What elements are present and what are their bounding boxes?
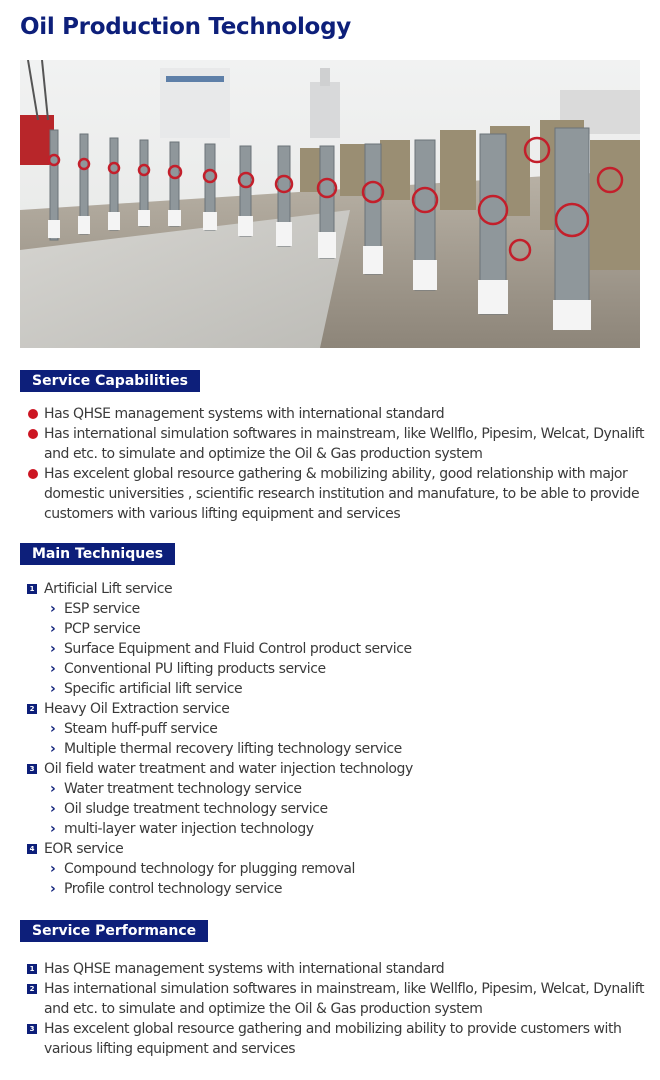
- capabilities-list: [24, 404, 646, 524]
- list-item: 1 Has QHSE management systems with international standard: [24, 959, 646, 979]
- list-item: 3 Has excelent global resource gathering and mobilizing ability to provide customers with various lifting equipment and services: [24, 1019, 646, 1059]
- number-badge-icon: 1: [27, 964, 37, 974]
- list-item: Has international simulation softwares in mainstream, like Wellflo, Pipesim, Welcat, Dynalift and etc. to simulate and optimize the Oil & Gas production system: [24, 424, 646, 464]
- list-item: Has QHSE management systems with international standard: [24, 404, 646, 424]
- bullet-dot-icon: [28, 469, 38, 479]
- heading-main-techniques: Main Techniques: [20, 543, 175, 565]
- sub-item: › Specific artificial lift service: [50, 681, 243, 697]
- chevron-right-icon: ›: [50, 721, 56, 737]
- heading-service-performance: Service Performance: [20, 920, 208, 942]
- chevron-right-icon: ›: [50, 741, 56, 757]
- sub-item: › ESP service: [50, 601, 140, 617]
- sub-item: › Surface Equipment and Fluid Control product service: [50, 641, 412, 657]
- list-item: 2 Has international simulation softwares in mainstream, like Wellflo, Pipesim, Welcat, Dynalift and etc. to simulate and optimize the Oil & Gas production system: [24, 979, 646, 1019]
- number-badge-icon: 3: [27, 764, 37, 774]
- sub-item: › Conventional PU lifting products service: [50, 661, 326, 677]
- page-title: Oil Production Technology: [20, 14, 351, 40]
- list-item: 4 EOR service › Compound technology for plugging removal › Profile control technology service: [24, 839, 646, 899]
- number-badge-icon: 4: [27, 844, 37, 854]
- sub-item: › Compound technology for plugging removal: [50, 861, 355, 877]
- chevron-right-icon: ›: [50, 881, 56, 897]
- number-badge-icon: 2: [27, 704, 37, 714]
- sub-item: › multi-layer water injection technology: [50, 821, 314, 837]
- bullet-dot-icon: [28, 409, 38, 419]
- heading-service-capabilities: Service Capabilities: [20, 370, 200, 392]
- sub-item: › Profile control technology service: [50, 881, 282, 897]
- chevron-right-icon: ›: [50, 681, 56, 697]
- list-item: 3 Oil field water treatment and water injection technology › Water treatment technology service › Oil sludge treatment technology service › multi-layer water injection technology: [24, 759, 646, 839]
- list-item: 1 Artificial Lift service › ESP service › PCP service › Surface Equipment and Fluid Control product service › Conventional PU lifting products service › Specific artificial lift service: [24, 579, 646, 699]
- chevron-right-icon: ›: [50, 661, 56, 677]
- bullet-dot-icon: [28, 429, 38, 439]
- sub-item: › Oil sludge treatment technology service: [50, 801, 328, 817]
- sub-item: › Multiple thermal recovery lifting technology service: [50, 741, 402, 757]
- chevron-right-icon: ›: [50, 781, 56, 797]
- chevron-right-icon: ›: [50, 861, 56, 877]
- chevron-right-icon: ›: [50, 801, 56, 817]
- list-item: Has excelent global resource gathering & mobilizing ability, good relationship with major domestic universities , scientific research institution and manufature, to be able to provide customers with various lifting equipment and services: [24, 464, 646, 524]
- list-item: 2 Heavy Oil Extraction service › Steam huff-puff service › Multiple thermal recovery lifting technology service: [24, 699, 646, 759]
- chevron-right-icon: ›: [50, 641, 56, 657]
- chevron-right-icon: ›: [50, 621, 56, 637]
- techniques-list: [24, 579, 646, 899]
- chevron-right-icon: ›: [50, 601, 56, 617]
- sub-item: › PCP service: [50, 621, 141, 637]
- number-badge-icon: 3: [27, 1024, 37, 1034]
- performance-list: [24, 959, 646, 1059]
- chevron-right-icon: ›: [50, 821, 56, 837]
- sub-item: › Water treatment technology service: [50, 781, 302, 797]
- oilfield-wellhead-photo: [20, 60, 640, 348]
- number-badge-icon: 1: [27, 584, 37, 594]
- number-badge-icon: 2: [27, 984, 37, 994]
- sub-item: › Steam huff-puff service: [50, 721, 218, 737]
